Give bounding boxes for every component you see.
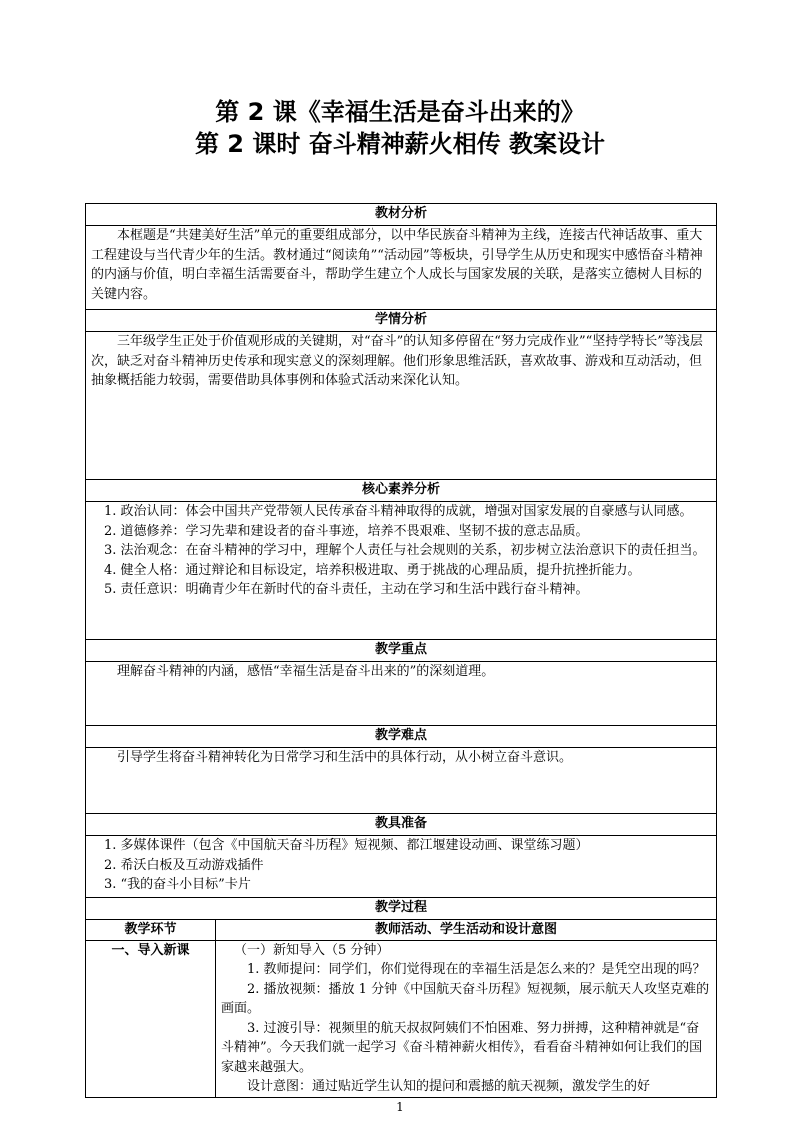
tools-cell xyxy=(86,836,717,898)
process-heading: 教学过程 xyxy=(86,898,717,920)
process-step-content xyxy=(216,940,717,1097)
process-subheading: （一）新知导入（5 分钟） xyxy=(234,942,390,958)
literacy-item: 5. 责任意识：明确青少年在新时代的奋斗责任，主动在学习和生活中践行奋斗精神。 xyxy=(104,582,589,597)
literacy-item: 3. 法治观念：在奋斗精神的学习中，理解个人责任与社会规则的关系，初步树立法治意识下的责任担当。 xyxy=(104,543,706,558)
students-cell xyxy=(86,332,717,480)
tools-item: 2. 希沃白板及互动游戏插件 xyxy=(104,857,264,873)
difficulty-text: 引导学生将奋斗精神转化为日常学习和生活中的具体行动，从小树立奋斗意识。 xyxy=(117,750,573,765)
textbook-text: 本框题是“共建美好生活”单元的重要组成部分，以中华民族奋斗精神为主线，连接古代神话故事、重大工程建设与当代青少年的生活。教材通过“阅读角”“活动园”等板块，引导学生从历史和现实中感悟奋斗精神的内涵与价值，明白幸福生活需要奋斗，帮助学生建立个人成长与国家发展的关联，是落实立德树人目标的关键内容。 xyxy=(91,228,703,302)
page-number: 1 xyxy=(396,1100,404,1114)
students-heading: 学情分析 xyxy=(86,310,717,332)
process-step-label: 一、导入新课 xyxy=(86,940,216,1097)
students-text: 三年级学生正处于价值观形成的关键期，对“奋斗”的认知多停留在“努力完成作业”“坚持学特长”等浅层次，缺乏对奋斗精神历史传承和现实意义的深刻理解。他们形象思维活跃，喜欢故事、游戏和互动活动，但抽象概括能力较弱，需要借助具体事例和体验式活动来深化认知。 xyxy=(91,334,703,388)
process-intent: 设计意图：通过贴近学生认知的提问和震撼的航天视频，激发学生的好 xyxy=(247,1079,651,1094)
tools-item: 3. “我的奋斗小目标”卡片 xyxy=(104,877,251,892)
textbook-cell xyxy=(86,226,717,310)
textbook-heading: 教材分析 xyxy=(86,204,717,226)
process-item: 3. 过渡引导：视频里的航天叔叔阿姨们不怕困难、努力拼搏，这种精神就是“奋斗精神”。今天我们就一起学习《奋斗精神薪火相传》，看看奋斗精神如何让我们的国家越来越强大。 xyxy=(221,1020,703,1075)
difficulty-heading: 教学难点 xyxy=(86,726,717,748)
process-item: 1. 教师提问：同学们，你们觉得现在的幸福生活是怎么来的？是凭空出现的吗？ xyxy=(247,962,706,977)
tools-heading: 教具准备 xyxy=(86,814,717,836)
process-item: 2. 播放视频：播放 1 分钟《中国航天奋斗历程》短视频，展示航天人攻坚克难的画面。 xyxy=(221,981,710,1016)
literacy-item: 2. 道德修养：学习先辈和建设者的奋斗事迹，培养不畏艰难、坚韧不拔的意志品质。 xyxy=(104,523,589,539)
lesson-plan-table xyxy=(85,203,717,1098)
difficulty-cell xyxy=(86,748,717,814)
process-col-step: 教学环节 xyxy=(86,920,216,941)
key-text: 理解奋斗精神的内涵，感悟“幸福生活是奋斗出来的”的深刻道理。 xyxy=(117,664,495,679)
process-col-content: 教师活动、学生活动和设计意图 xyxy=(216,920,717,941)
document-title-line2: 第 2 课时 奋斗精神薪火相传 教案设计 xyxy=(194,130,606,158)
literacy-item: 4. 健全人格：通过辩论和目标设定，培养积极进取、勇于挑战的心理品质，提升抗挫折能力。 xyxy=(104,562,641,578)
literacy-item: 1. 政治认同：体会中国共产党带领人民传承奋斗精神取得的成就，增强对国家发展的自豪感与认同感。 xyxy=(104,504,693,519)
document-title-line1: 第 2 课《幸福生活是奋斗出来的》 xyxy=(215,98,585,126)
tools-item: 1. 多媒体课件（包含《中国航天奋斗历程》短视频、都江堰建设动画、课堂练习题） xyxy=(104,838,589,853)
literacy-cell xyxy=(86,502,717,640)
literacy-heading: 核心素养分析 xyxy=(86,480,717,502)
key-heading: 教学重点 xyxy=(86,640,717,662)
key-cell xyxy=(86,662,717,726)
